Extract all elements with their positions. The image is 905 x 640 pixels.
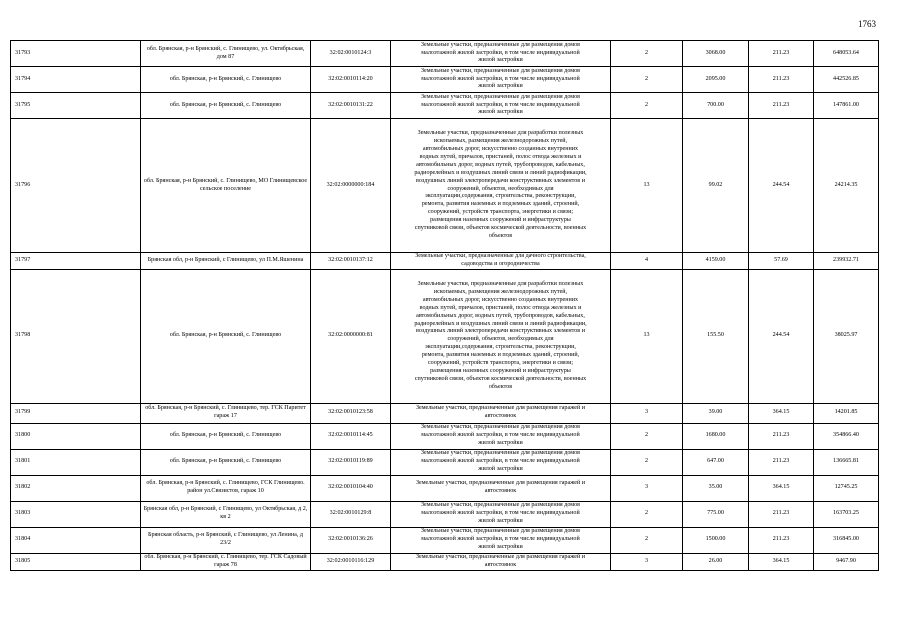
land-use-cell: Земельные участки, предназначенные для размещения гаражей и автостоянок — [391, 403, 611, 423]
cadastral-registry-table — [10, 40, 879, 571]
group-cell: 13 — [611, 119, 683, 253]
address-cell: Брянская обл, р-н Брянский, с Глинищево, ул П.М.Яшенина — [141, 253, 311, 270]
table-row — [11, 93, 879, 119]
group-cell: 2 — [611, 449, 683, 475]
group-cell: 3 — [611, 475, 683, 501]
cadastral-value-cell: 163703.25 — [814, 501, 879, 527]
table-row — [11, 67, 879, 93]
rate-cell: 57.69 — [749, 253, 814, 270]
row-number: 31796 — [11, 119, 141, 253]
cadastral-number-cell: 32:02:0010123:58 — [311, 403, 391, 423]
address-cell: обл. Брянская, р-н Брянский, с. Глинищево — [141, 423, 311, 449]
cadastral-number-cell: 32:02:0010131:22 — [311, 93, 391, 119]
page-number: 1763 — [858, 19, 876, 29]
table-row — [11, 423, 879, 449]
cadastral-number-cell: 32:02:0000000:184 — [311, 119, 391, 253]
rate-cell: 244.54 — [749, 119, 814, 253]
row-number: 31804 — [11, 527, 141, 553]
cadastral-number-cell: 32:02:0010136:26 — [311, 527, 391, 553]
table-row — [11, 501, 879, 527]
row-number: 31805 — [11, 553, 141, 570]
group-cell: 2 — [611, 41, 683, 67]
address-cell: обл. Брянская, р-н Брянский, с. Глинищево — [141, 67, 311, 93]
address-cell: обл. Брянская, р-н Брянский, с. Глинищево — [141, 93, 311, 119]
rate-cell: 244.54 — [749, 269, 814, 403]
address-cell: обл. Брянская, р-н Брянский, с. Глинищево — [141, 449, 311, 475]
row-number: 31795 — [11, 93, 141, 119]
rate-cell: 211.23 — [749, 501, 814, 527]
group-cell: 3 — [611, 553, 683, 570]
row-number: 31803 — [11, 501, 141, 527]
area-cell: 775.00 — [683, 501, 749, 527]
area-cell: 35.00 — [683, 475, 749, 501]
table-row — [11, 253, 879, 270]
rate-cell: 211.23 — [749, 423, 814, 449]
cadastral-value-cell: 12745.25 — [814, 475, 879, 501]
group-cell: 4 — [611, 253, 683, 270]
rate-cell: 211.23 — [749, 41, 814, 67]
cadastral-value-cell: 648053.64 — [814, 41, 879, 67]
table-row — [11, 475, 879, 501]
table-row — [11, 449, 879, 475]
address-cell: обл. Брянская, р-н Брянский, с. Глинищево, ул. Октябрьская, дом 87 — [141, 41, 311, 67]
address-cell: обл. Брянская, р-н Брянский, с. Глинищево, тер. ГСК Паритет гараж 17 — [141, 403, 311, 423]
address-cell: обл. Брянская, р-н Брянский, с. Глинищево, тер. ГСК Садовый гараж 78 — [141, 553, 311, 570]
cadastral-value-cell: 354866.40 — [814, 423, 879, 449]
rate-cell: 211.23 — [749, 527, 814, 553]
area-cell: 2095.00 — [683, 67, 749, 93]
address-cell: обл. Брянская, р-н Брянский, с. Глинищево — [141, 269, 311, 403]
group-cell: 13 — [611, 269, 683, 403]
row-number: 31797 — [11, 253, 141, 270]
cadastral-number-cell: 32:02:0010114:45 — [311, 423, 391, 449]
cadastral-number-cell: 32:02:0010114:20 — [311, 67, 391, 93]
land-use-cell: Земельные участки, предназначенные для размещения гаражей и автостоянок — [391, 553, 611, 570]
address-cell: Брянская область, р-н Брянский, с Глинищево, ул Ленина, д 23/2 — [141, 527, 311, 553]
row-number: 31793 — [11, 41, 141, 67]
land-use-cell: Земельные участки, предназначенные для разработки полезных ископаемых, размещения железнодорожных путей, автомобильных дорог, искусственно созданных внутренних водных путей, причалов, пристаней, полос отвода железных и автомобильных дорог, водных путей, трубопроводов, кабельных, радиорелейных и воздушных линий связи и линий радиофикации, воздушных линий электропередачи конструктивных элементов и сооружений, объектов, необходимых для эксплуатации,содержания, строительства, реконструкции, ремонта, развития наземных и подземных зданий, строений, сооружений, устройств транспорта, энергетики и связи; размещения наземных сооружений и инфраструктуры спутниковой связи, объектов космической деятельности, военных объектов — [391, 269, 611, 403]
row-number: 31800 — [11, 423, 141, 449]
group-cell: 2 — [611, 67, 683, 93]
area-cell: 3068.00 — [683, 41, 749, 67]
land-use-cell: Земельные участки, предназначенные для размещения домов малоэтажной жилой застройки, в том числе индивидуальной жилой застройки — [391, 501, 611, 527]
rate-cell: 211.23 — [749, 449, 814, 475]
table-row — [11, 403, 879, 423]
row-number: 31802 — [11, 475, 141, 501]
row-number: 31798 — [11, 269, 141, 403]
cadastral-value-cell: 442526.85 — [814, 67, 879, 93]
land-use-cell: Земельные участки, предназначенные для размещения домов малоэтажной жилой застройки, в том числе индивидуальной жилой застройки — [391, 423, 611, 449]
land-use-cell: Земельные участки, предназначенные для дачного строительства, садоводства и огородничества — [391, 253, 611, 270]
cadastral-value-cell: 147861.00 — [814, 93, 879, 119]
row-number: 31801 — [11, 449, 141, 475]
table-row — [11, 553, 879, 570]
land-use-cell: Земельные участки, предназначенные для разработки полезных ископаемых, размещения железнодорожных путей, автомобильных дорог, искусственно созданных внутренних водных путей, причалов, пристаней, полос отвода железных и автомобильных дорог, водных путей, трубопроводов, кабельных, радиорелейных и воздушных линий связи и линий радиофикации, воздушных линий электропередачи конструктивных элементов и сооружений, объектов, необходимых для эксплуатации,содержания, строительства, реконструкции, ремонта, развития наземных и подземных зданий, строений, сооружений, устройств транспорта, энергетики и связи; размещения наземных сооружений и инфраструктуры спутниковой связи, объектов космической деятельности, военных объектов — [391, 119, 611, 253]
area-cell: 155.50 — [683, 269, 749, 403]
land-use-cell: Земельные участки, предназначенные для размещения домов малоэтажной жилой застройки, в том числе индивидуальной жилой застройки — [391, 449, 611, 475]
land-use-cell: Земельные участки, предназначенные для размещения гаражей и автостоянок — [391, 475, 611, 501]
cadastral-number-cell: 32:02:0010124:3 — [311, 41, 391, 67]
cadastral-value-cell: 14201.85 — [814, 403, 879, 423]
group-cell: 2 — [611, 423, 683, 449]
table-row — [11, 527, 879, 553]
address-cell: Брянская обл, р-н Брянский, с Глинищево, ул Октябрьская, д 2, кв 2 — [141, 501, 311, 527]
row-number: 31794 — [11, 67, 141, 93]
rate-cell: 211.23 — [749, 67, 814, 93]
cadastral-value-cell: 38025.97 — [814, 269, 879, 403]
area-cell: 1500.00 — [683, 527, 749, 553]
rate-cell: 211.23 — [749, 93, 814, 119]
area-cell: 39.00 — [683, 403, 749, 423]
land-use-cell: Земельные участки, предназначенные для размещения домов малоэтажной жилой застройки, в том числе индивидуальной жилой застройки — [391, 93, 611, 119]
rate-cell: 364.15 — [749, 553, 814, 570]
group-cell: 2 — [611, 527, 683, 553]
rate-cell: 364.15 — [749, 403, 814, 423]
address-cell: обл. Брянская, р-н Брянский, с. Глинищево, ГСК Глинищево. район ул.Связистов, гараж 10 — [141, 475, 311, 501]
area-cell: 99.02 — [683, 119, 749, 253]
table-row — [11, 41, 879, 67]
group-cell: 3 — [611, 403, 683, 423]
address-cell: обл. Брянская, р-н Брянский, с. Глинищево, МО Глинищевское сельское поселение — [141, 119, 311, 253]
group-cell: 2 — [611, 93, 683, 119]
table-body — [11, 41, 879, 571]
area-cell: 26.00 — [683, 553, 749, 570]
cadastral-value-cell: 239932.71 — [814, 253, 879, 270]
land-use-cell: Земельные участки, предназначенные для размещения домов малоэтажной жилой застройки, в том числе индивидуальной жилой застройки — [391, 67, 611, 93]
cadastral-value-cell: 316845.00 — [814, 527, 879, 553]
land-use-cell: Земельные участки, предназначенные для размещения домов малоэтажной жилой застройки, в том числе индивидуальной жилой застройки — [391, 41, 611, 67]
cadastral-number-cell: 32:02:0010119:89 — [311, 449, 391, 475]
land-use-cell: Земельные участки, предназначенные для размещения домов малоэтажной жилой застройки, в том числе индивидуальной жилой застройки — [391, 527, 611, 553]
rate-cell: 364.15 — [749, 475, 814, 501]
cadastral-value-cell: 24214.35 — [814, 119, 879, 253]
cadastral-value-cell: 136665.81 — [814, 449, 879, 475]
cadastral-number-cell: 32:02:0000000:81 — [311, 269, 391, 403]
group-cell: 2 — [611, 501, 683, 527]
cadastral-number-cell: 32:02:0010104:40 — [311, 475, 391, 501]
table-row — [11, 269, 879, 403]
cadastral-number-cell: 32:02:0010129:8 — [311, 501, 391, 527]
cadastral-number-cell: 32:02:0010116:129 — [311, 553, 391, 570]
area-cell: 647.00 — [683, 449, 749, 475]
cadastral-number-cell: 32:02:0010137:12 — [311, 253, 391, 270]
table-row — [11, 119, 879, 253]
cadastral-value-cell: 9467.90 — [814, 553, 879, 570]
area-cell: 4159.00 — [683, 253, 749, 270]
row-number: 31799 — [11, 403, 141, 423]
area-cell: 700.00 — [683, 93, 749, 119]
area-cell: 1680.00 — [683, 423, 749, 449]
